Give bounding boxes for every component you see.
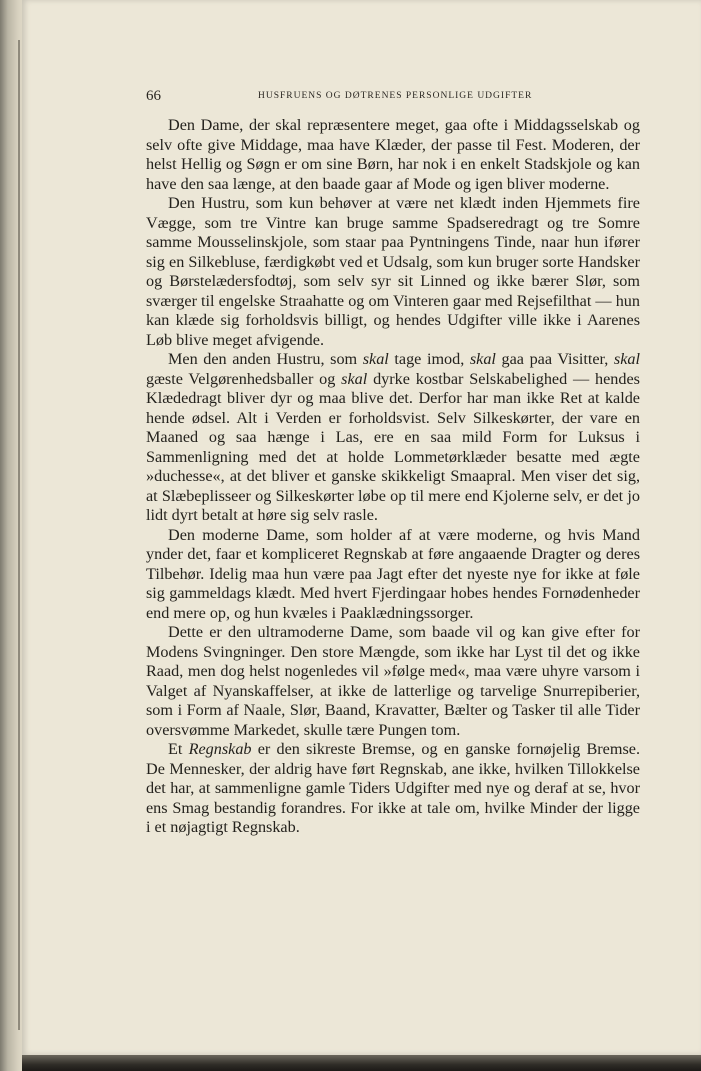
italic-text: skal bbox=[469, 350, 496, 368]
paragraph bbox=[146, 623, 640, 740]
text-run: Den Dame, der skal repræsentere meget, gaa ofte i Middagsselskab og selv ofte give Middage, maa have Klæder, der passe til Fest. Moderen, der helst Hellig og Søgn er om sine Børn, har nok i en enkelt Stadskjole og kan have den saa længe, at den baade gaar af Mode og igen bliver moderne. bbox=[146, 116, 640, 193]
text-run: Et bbox=[168, 740, 189, 758]
page-header bbox=[146, 88, 636, 108]
italic-text: skal bbox=[613, 350, 640, 368]
text-run: Den Hustru, som kun behøver at være net klædt inden Hjemmets fire Vægge, som tre Vintre kan bruge samme Spadseredragt og tre Somre samme Mousselinskjole, som staar paa Pyntningens Tinde, naar hun ifører sig en Silkebluse, færdigkøbt ved et Udsalg, som kun bruger sorte Handsker og Børstelædersfodtøj, som selv syr sit Linned og ikke bærer Slør, som sværger til engelske Straahatte og om Vinteren gaar med Rejsefilthat — hun kan klæde sig forholdsvis billigt, og hendes Udgifter ville ikke i Aarenes Løb blive meget afvigende. bbox=[146, 194, 640, 349]
text-run: tage imod, bbox=[388, 350, 470, 368]
paragraph bbox=[146, 740, 640, 838]
text-run: dyrke kostbar Selskabelighed — hendes Klædedragt bliver dyr og maa blive det. Derfor har man ikke Ret at kalde hende ødsel. Alt i Verden er forholdsvist. Selv Silkeskørter, der vare en Maaned og saa hænge i Las, ere en saa mild Form for Luksus i Sammenligning med det at holde Lommetørklæder besatte med ægte »duchesse«, at det bliver et ganske skikkeligt Smaapral. Men viser det sig, at Slæbeplisseer og Silkeskørter løbe op til mere end Kjolerne selv, er det jo lidt dyrt betalt at høre sig selv rasle. bbox=[146, 369, 640, 524]
paragraph bbox=[146, 194, 640, 350]
italic-text: Regnskab bbox=[188, 740, 252, 758]
text-run: Dette er den ultramoderne Dame, som baade vil og kan give efter for Modens Svingninger. Den store Mængde, som ikke har Lyst til det og ikke Raad, men dog helst nogenledes vil »følge med«, maa være uhyre varsom i Valget af Nyanskaffelser, at ikke de latterlige og tarvelige Snurrepiberier, som i Form af Naale, Slør, Baand, Kravatter, Bælter og Tasker til alle Tider oversvømme Markedet, skulle tære Pungen tom. bbox=[146, 623, 640, 739]
body-text bbox=[146, 116, 640, 838]
running-head: HUSFRUENS OG DØTRENES PERSONLIGE UDGIFTER bbox=[258, 91, 533, 101]
page-bottom-edge bbox=[22, 1055, 701, 1071]
text-run: er den sikreste Bremse, og en ganske fornøjelig Bremse. De Mennesker, der aldrig have ført Regnskab, ane ikke, hvilken Tillokkelse det har, at sammenligne gamle Tiders Udgifter med nye og deraf at se, hvor ens Smag bestandig forandres. For ikke at tale om, hvilke Minder der ligge i et nøjagtigt Regnskab. bbox=[146, 740, 640, 836]
text-run: Den moderne Dame, som holder af at være moderne, og hvis Mand ynder det, faar et kompliceret Regnskab at føre angaaende Dragter og deres Tilbehør. Idelig maa hun være paa Jagt efter det nyeste nye for ikke at føle sig gammeldags klædt. Med hvert Fjerdingaar hobes hendes Fornødenheder end mere op, og hun kvæles i Paaklædningssorger. bbox=[146, 525, 640, 622]
text-run: Men den anden Hustru, som bbox=[168, 350, 363, 368]
page-number: 66 bbox=[146, 88, 161, 104]
italic-text: skal bbox=[341, 369, 368, 388]
paragraph bbox=[146, 526, 640, 624]
binding-line bbox=[18, 40, 20, 1030]
text-run: gaa paa Visitter, bbox=[495, 350, 614, 368]
text-run: gæste Velgørenhedsballer og bbox=[146, 369, 342, 388]
italic-text: skal bbox=[362, 350, 389, 368]
paragraph bbox=[146, 116, 640, 194]
paragraph bbox=[146, 350, 640, 526]
